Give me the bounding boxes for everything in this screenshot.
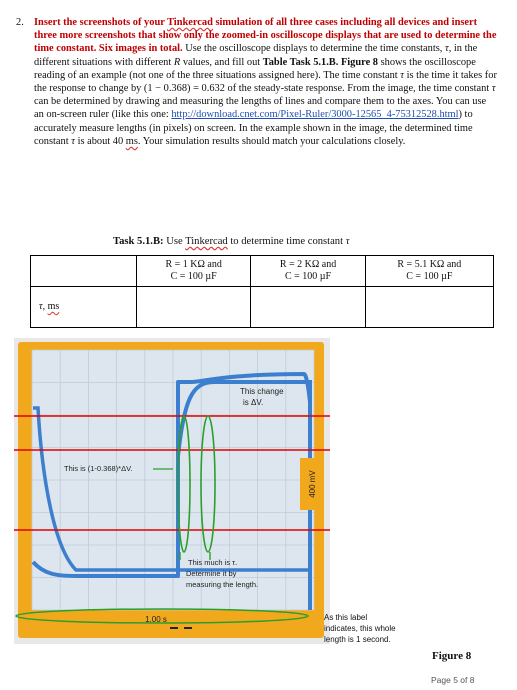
table-data-row — [31, 287, 494, 328]
table-caption-text-1: Use — [163, 236, 186, 247]
table-header-1k — [137, 256, 251, 287]
ylabel: 400 mV — [308, 470, 317, 498]
question-text-7: ) to accurately measure lengths (in pixels) on screen. In the example shown in the image, the determined time constant — [34, 109, 473, 147]
question-bold-1: Insert the screenshots of your — [34, 17, 168, 28]
label-note-3: length is 1 second. — [324, 635, 391, 644]
pixel-ruler-link[interactable]: http://download.cnet.com/Pixel-Ruler/3000-12565_4-75312528.html — [171, 109, 459, 121]
header-c-1k: C = 100 µF — [170, 271, 217, 282]
tau-value-2k[interactable] — [251, 287, 365, 328]
annotation-change-2: is ΔV. — [243, 398, 264, 407]
question-bold-2: simulation of all three cases including all devices and insert three more screenshots that show only the zoomed-in oscilloscope displays that are used to determine the time constant. Six images in total. — [34, 17, 497, 55]
annotation-tau-3: measuring the length. — [186, 580, 259, 589]
table-caption-text-2: to determine time constant — [227, 236, 346, 247]
tau-value-1k[interactable] — [137, 287, 251, 328]
xlabel: 1.00 s — [145, 615, 167, 624]
table-ref: Table Task 5.1.B. — [262, 56, 339, 68]
table-header-2k — [251, 256, 365, 287]
label-note — [324, 612, 424, 645]
annotation-tau-2: Determine it by — [186, 569, 237, 578]
question-block — [16, 16, 498, 148]
table-caption — [113, 236, 350, 247]
label-note-2: indicates, this whole — [324, 624, 396, 633]
question-text-3: values, and fill out — [180, 56, 263, 68]
header-c-5k1: C = 100 µF — [406, 271, 453, 282]
question-text-9: . Your simulation results should match your calculations closely. — [137, 135, 406, 147]
question-text-2: , in the different situations with different — [34, 43, 478, 68]
row-label-unit: ms — [47, 301, 60, 312]
tau-symbol-2: τ — [400, 69, 404, 81]
tau-symbol-3: τ — [491, 83, 496, 95]
label-note-1: As this label — [324, 613, 368, 622]
table-header-5k1 — [365, 256, 493, 287]
question-text-8: is about 40 — [74, 135, 126, 147]
figure-ref: Figure 8 — [340, 56, 378, 68]
table-header-row — [31, 256, 494, 287]
page-number: Page 5 of 8 — [431, 675, 475, 685]
tau-symbol-1: τ — [444, 43, 449, 55]
header-r-5k1: R = 5.1 KΩ and — [397, 259, 462, 270]
question-number: 2. — [16, 17, 24, 28]
row-label-tau — [31, 287, 137, 328]
figure-caption: Figure 8 — [432, 650, 472, 662]
table-caption-tau: τ — [345, 236, 350, 247]
header-r-1k: R = 1 KΩ and — [165, 259, 222, 270]
question-text-5: is the time it takes for the response to change by (1 − 0.368) = 0.632 of the steady-state response. From the image, the time constant — [34, 69, 497, 95]
table-corner-cell — [31, 256, 137, 287]
question-text-6: can be determined by drawing and measuring the lengths of lines and compare them to the axes. You can use an on-screen ruler (like this one: — [34, 96, 487, 121]
oscilloscope-figure — [14, 338, 330, 644]
annotation-tau-1: This much is τ. — [188, 558, 238, 567]
time-constant-table — [30, 255, 494, 328]
table-caption-tinkercad: Tinkercad — [185, 236, 228, 247]
question-text-4: shows the oscilloscope reading of an example (not one of the three situations assigned here). The time constant — [34, 56, 476, 81]
tau-symbol-4: τ — [71, 135, 75, 147]
question-text-1: Use the oscilloscope displays to determine the time constants, — [182, 43, 445, 55]
header-c-2k: C = 100 µF — [284, 271, 332, 282]
question-body — [34, 16, 498, 148]
header-r-2k: R = 2 KΩ and — [279, 259, 337, 270]
annotation-0368: This is (1-0.368)*ΔV. — [64, 464, 133, 473]
tau-value-5k1[interactable] — [365, 287, 493, 328]
row-label-tau-text: τ, — [39, 301, 48, 312]
ms-unit: ms — [125, 135, 138, 147]
annotation-change-1: This change — [240, 387, 284, 396]
table-caption-bold: Task 5.1.B: — [113, 236, 164, 247]
r-symbol: R — [173, 56, 181, 68]
question-tinkercad: Tinkercad — [167, 17, 213, 28]
